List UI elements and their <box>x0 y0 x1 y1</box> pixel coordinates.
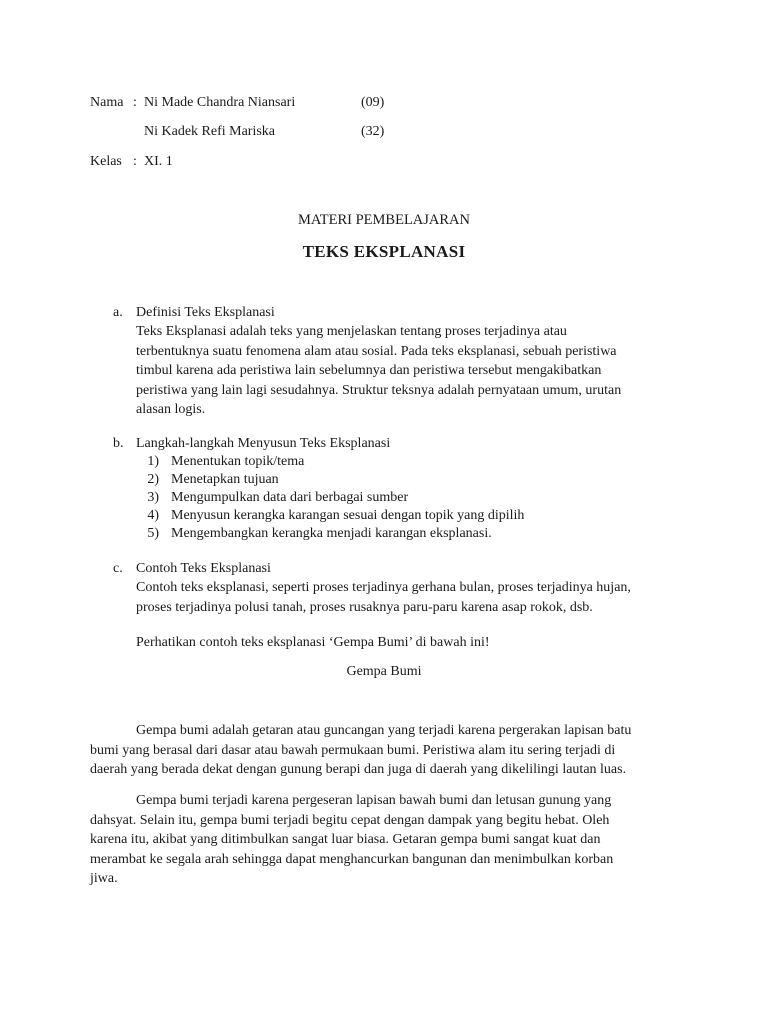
list-item-number: 5) <box>147 526 159 541</box>
student-name-1: Ni Made Chandra Niansari <box>144 95 296 110</box>
list-item-number: 4) <box>147 508 159 523</box>
definisi-paragraph <box>136 322 676 420</box>
paragraph-line: bumi yang berasal dari dasar atau bawah permukaan bumi. Peristiwa alam itu sering terjadi di <box>90 742 616 758</box>
list-item-number: 2) <box>147 472 159 487</box>
nama-colon: : <box>133 95 137 110</box>
page-subtitle: TEKS EKSPLANASI <box>302 242 466 261</box>
contoh-paragraph <box>136 578 696 617</box>
list-item-text: Menetapkan tujuan <box>171 472 279 487</box>
kelas-label: Kelas <box>90 154 122 169</box>
example-title: Gempa Bumi <box>346 664 422 679</box>
section-heading-b: Langkah-langkah Menyusun Teks Eksplanasi <box>136 436 391 451</box>
student-number-1: (09) <box>361 95 385 110</box>
nama-label: Nama <box>90 95 124 110</box>
paragraph-line: Teks Eksplanasi adalah teks yang menjelaskan tentang proses terjadinya atau <box>136 324 567 339</box>
section-heading-a: Definisi Teks Eksplanasi <box>136 305 275 320</box>
paragraph-line: daerah yang berada dekat dengan gunung berapi dan juga di daerah yang dikelilingi lautan luas. <box>90 762 627 777</box>
paragraph-line: terbentuknya suatu fenomena alam atau sosial. Pada teks eksplanasi, sebuah peristiwa <box>136 343 617 359</box>
example-paragraph-2 <box>90 791 690 889</box>
paragraph-line: Gempa bumi terjadi karena pergeseran lapisan bawah bumi dan letusan gunung yang <box>136 793 612 808</box>
kelas-colon: : <box>133 154 137 169</box>
example-note: Perhatikan contoh teks eksplanasi ‘Gempa Bumi’ di bawah ini! <box>136 635 490 650</box>
page-title: MATERI PEMBELAJARAN <box>298 212 470 228</box>
student-name-2: Ni Kadek Refi Mariska <box>144 124 276 139</box>
list-item-text: Menyusun kerangka karangan sesuai dengan topik yang dipilih <box>171 508 525 523</box>
paragraph-line: Gempa bumi adalah getaran atau guncangan yang terjadi karena pergerakan lapisan batu <box>136 723 632 738</box>
paragraph-line: proses terjadinya polusi tanah, proses rusaknya paru-paru karena asap rokok, dsb. <box>136 599 593 615</box>
paragraph-line: dahsyat. Selain itu, gempa bumi terjadi begitu cepat dengan dampak yang begitu hebat. Oleh <box>90 812 610 828</box>
list-item-text: Mengembangkan kerangka menjadi karangan eksplanasi. <box>171 526 492 541</box>
list-item-number: 3) <box>147 490 159 505</box>
section-marker-b: b. <box>113 436 124 451</box>
paragraph-line: alasan logis. <box>136 402 206 417</box>
student-number-2: (32) <box>361 124 385 139</box>
paragraph-line: peristiwa yang lain lagi sesudahnya. Struktur teksnya adalah pernyataan umum, urutan <box>136 382 622 398</box>
section-marker-a: a. <box>113 305 123 320</box>
example-paragraph-1 <box>90 721 690 780</box>
section-marker-c: c. <box>113 561 123 576</box>
paragraph-line: karena itu, akibat yang ditimbulkan sangat luar biasa. Getaran gempa bumi sangat kuat dan <box>90 832 601 847</box>
paragraph-line: Contoh teks eksplanasi, seperti proses terjadinya gerhana bulan, proses terjadinya hujan, <box>136 580 631 595</box>
kelas-value: XI. 1 <box>144 154 173 169</box>
paragraph-line: jiwa. <box>90 871 118 886</box>
list-item-text: Menentukan topik/tema <box>171 454 305 469</box>
paragraph-line: merambat ke segala arah sehingga dapat menghancurkan bangunan dan menimbulkan korban <box>90 851 614 867</box>
section-heading-c: Contoh Teks Eksplanasi <box>136 561 271 576</box>
paragraph-line: timbul karena ada peristiwa lain sebelumnya dan peristiwa tersebut mengakibatkan <box>136 363 602 378</box>
list-item-number: 1) <box>147 454 159 469</box>
list-item-text: Mengumpulkan data dari berbagai sumber <box>171 490 409 505</box>
